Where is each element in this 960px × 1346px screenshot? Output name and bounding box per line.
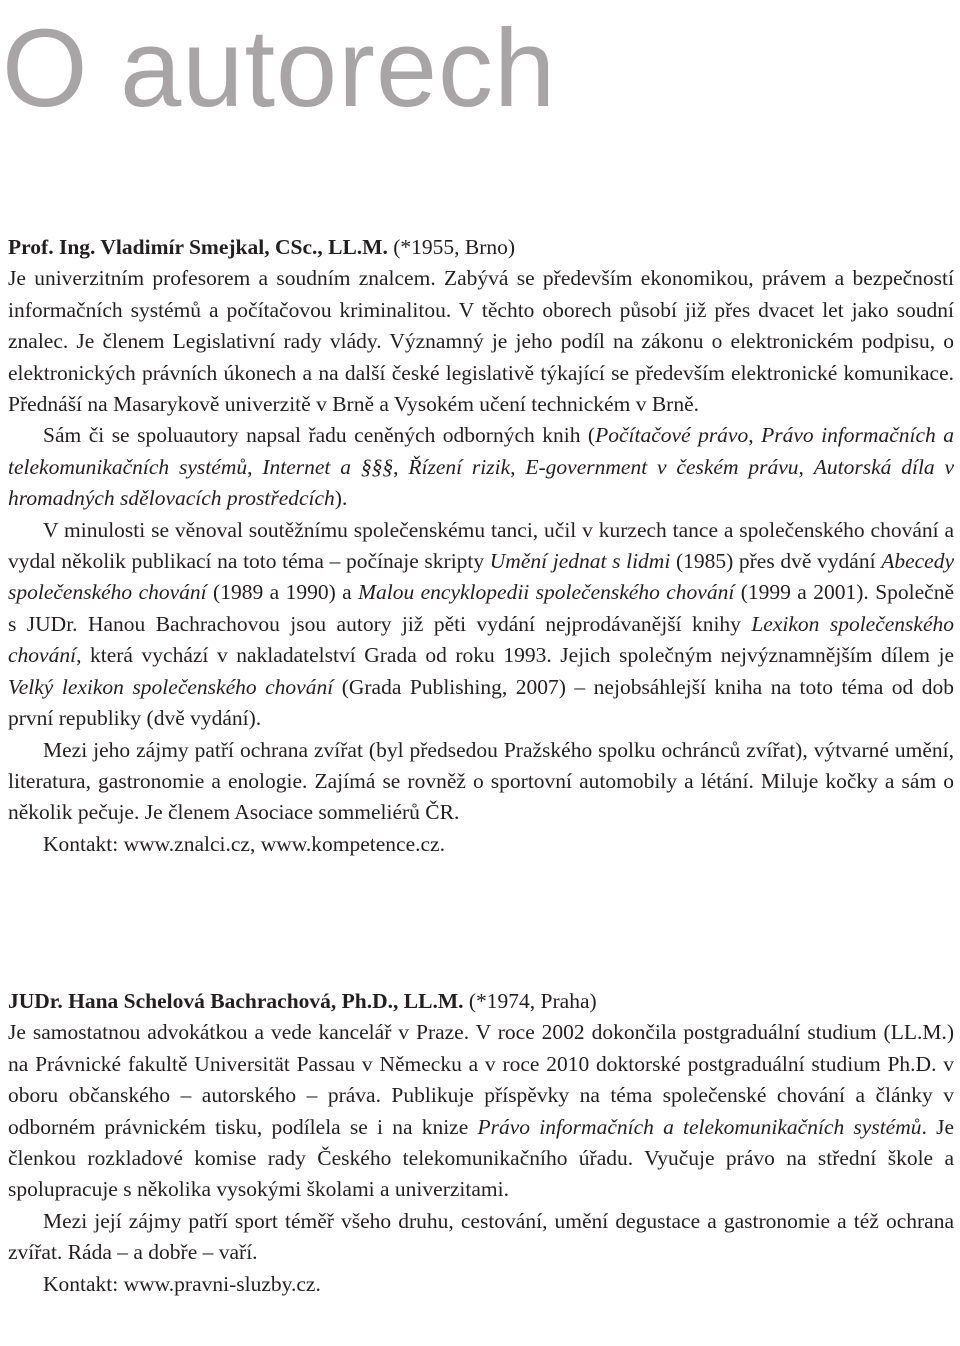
author-birth: (*1974, Praha) bbox=[463, 989, 597, 1013]
contact-line: Kontakt: www.znalci.cz, www.kompetence.cz. bbox=[43, 831, 445, 856]
page-title: O autorech bbox=[2, 7, 557, 130]
book-title: Lexikon společenského chování bbox=[8, 611, 954, 668]
bio-paragraph: Je samostatnou advokátkou a vede kancelář v Praze. V roce 2002 dokončila postgraduální studium (LL.M.) na Právnické fakultě Universität Passau v Německu a v roce 2010 doktorské postgraduální studium Ph.D. v oboru občanského – autorského – práva. Publikuje příspěvky na téma společenské chování a články v odborném právnickém tisku, podílela se i na knize Právo informačních a telekomunikačních systémů. Je členkou rozkladové komise rady Českého telekomunikačního úřadu. Vyučuje právo na střední škole a spolupracuje s několika vysokými školami a univerzitami. bbox=[8, 1020, 954, 1202]
contact-line: Kontakt: www.pravni-sluzby.cz. bbox=[43, 1271, 321, 1296]
author-name: JUDr. Hana Schelová Bachrachová, Ph.D., LL.M. bbox=[8, 989, 464, 1013]
book-title: Internet a §§§ bbox=[262, 454, 394, 479]
author-heading bbox=[8, 986, 954, 1017]
author-name: Prof. Ing. Vladimír Smejkal, CSc., LL.M. bbox=[8, 235, 388, 259]
book-title: Umění jednat s lidmi bbox=[489, 549, 671, 574]
bio-paragraph: Mezi jeho zájmy patří ochrana zvířat (byl předsedou Pražského spolku ochránců zvířat), výtvarné umění, literatura, gastronomie a enologie. Zajímá se rovněž o sportovní automobily a létání. Miluje kočky a sám o několik pečuje. Je členem Asociace sommeliérů ČR. bbox=[8, 737, 954, 825]
author-heading bbox=[8, 232, 954, 263]
author-birth: (*1955, Brno) bbox=[387, 235, 516, 259]
book-title: Velký lexikon společenského chování bbox=[8, 674, 334, 699]
book-title: Právo informačních a telekomunikačních systémů bbox=[8, 423, 954, 479]
book-title: Právo informačních a telekomunikačních systémů bbox=[477, 1114, 922, 1139]
bio-paragraph: Sám či se spoluautory napsal řadu ceněných odborných knih (Počítačové právo, Právo informačních a telekomunikačních systémů, Internet a §§§, Řízení rizik, E-government v českém právu, Autorská díla v hromadných sdělovacích prostředcích). bbox=[8, 423, 955, 511]
book-title: Autorská díla v hromadných sdělovacích prostředcích bbox=[8, 454, 955, 511]
bio-paragraph: V minulosti se věnoval soutěžnímu společenskému tanci, učil v kurzech tance a společenského chování a vydal několik publikací na toto téma – počínaje skripty Umění jednat s lidmi (1985) přes dvě vydání Abecedy společenského chování (1989 a 1990) a Malou encyklopedii společenského chování (1999 a 2001). Společně s JUDr. Hanou Bachrachovou jsou autory již pěti vydání nejprodávanější knihy Lexikon společenského chování, která vychází v nakladatelství Grada od roku 1993. Jejich společným nejvýznamnějším dílem je Velký lexikon společenského chování (Grada Publishing, 2007) – nejobsáhlejší kniha na toto téma od dob první republiky (dvě vydání). bbox=[8, 517, 955, 731]
book-title: Počítačové právo bbox=[595, 423, 749, 448]
author-bio-smejkal bbox=[8, 232, 954, 860]
author-bio-bachrachova bbox=[8, 986, 954, 1300]
book-title: Malou encyklopedii společenského chování bbox=[358, 580, 735, 605]
book-title: Řízení rizik bbox=[408, 454, 511, 479]
document-page bbox=[2, 0, 955, 1296]
book-title: E-government v českém právu bbox=[525, 454, 799, 479]
bio-paragraph: Mezi její zájmy patří sport téměř všeho druhu, cestování, umění degustace a gastronomie a též ochrana zvířat. Ráda – a dobře – vaří. bbox=[8, 1208, 954, 1265]
book-title: Abecedy společenského chování bbox=[8, 549, 954, 605]
bio-paragraph: Je univerzitním profesorem a soudním znalcem. Zabývá se především ekonomikou, právem a bezpečností informačních systémů a počítačovou kriminalitou. V těchto oborech působí již přes dvacet let jako soudní znalec. Je členem Legislativní rady vlády. Významný je jeho podíl na zákonu o elektronickém podpisu, o elektronických právních úkonech a na další české legislativě týkající se především elektronické komunikace. Přednáší na Masarykově univerzitě v Brně a Vysokém učení technickém v Brně. bbox=[8, 266, 954, 417]
